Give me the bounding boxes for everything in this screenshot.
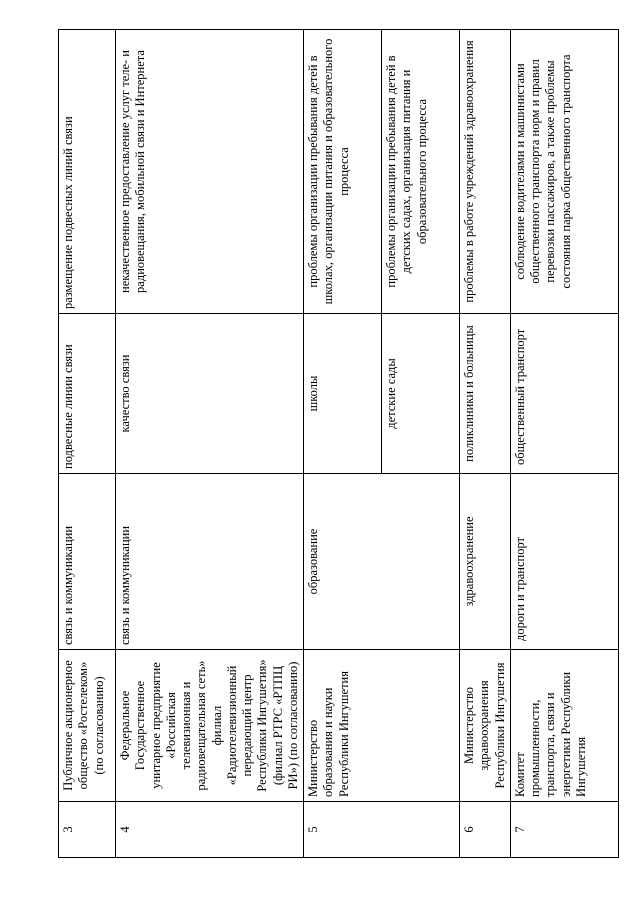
problem-cell: проблемы организации пребывания детей в детских садах, организация питания и образовательного процесса	[382, 30, 460, 314]
table-row	[510, 30, 618, 858]
row-number: 4	[116, 802, 304, 858]
row-number: 7	[510, 802, 618, 858]
organization-cell: Федеральное Государственное унитарное предприятие «Российская телевизионная и радиовещательная сеть» филиал «Радиотелевизионный передающий центр Республики Ингушетия» (филиал РТРС «РТПЦ РИ») (по согласованию)	[116, 650, 304, 802]
row-number: 6	[460, 802, 511, 858]
problem-cell: размещение подвесных линий связи	[59, 30, 116, 314]
object-cell: поликлиники и больницы	[460, 314, 511, 474]
row-number: 3	[59, 802, 116, 858]
sphere-cell: связь и коммуникации	[116, 474, 304, 650]
table-row	[460, 30, 511, 858]
table-row	[116, 30, 304, 858]
rotated-table-container	[58, 30, 590, 858]
sphere-cell: дороги и транспорт	[510, 474, 618, 650]
object-cell: детские сады	[382, 314, 460, 474]
table-row	[59, 30, 116, 858]
organization-cell: Комитет промышленности, транспорта, связи и энергетики Республики Ингушетия	[510, 650, 618, 802]
object-cell: школы	[304, 314, 382, 474]
object-cell: подвесные линии связи	[59, 314, 116, 474]
problem-cell: соблюдение водителями и машинистами общественного транспорта норм и правил перевозки пассажиров, а также проблемы состояния парка общественного транспорта	[510, 30, 618, 314]
sphere-cell: связь и коммуникации	[59, 474, 116, 650]
sphere-cell: образование	[304, 474, 460, 650]
row-number: 5	[304, 802, 460, 858]
table-row	[304, 30, 382, 858]
problem-cell: проблемы организации пребывания детей в школах, организации питания и образовательного процесса	[304, 30, 382, 314]
problem-cell: некачественное предоставление услуг теле- и радиовещания, мобильной связи и Интернета	[116, 30, 304, 314]
organization-cell: Министерство здравоохранения Республики Ингушетия	[460, 650, 511, 802]
organization-cell: Публичное акционерное общество «Ростелеком» (по согласованию)	[59, 650, 116, 802]
organization-cell: Министерство образования и науки Республики Ингушетия	[304, 650, 460, 802]
object-cell: общественный транспорт	[510, 314, 618, 474]
problem-cell: проблемы в работе учреждений здравоохранения	[460, 30, 511, 314]
responsibility-table	[58, 29, 619, 858]
sphere-cell: здравоохранение	[460, 474, 511, 650]
object-cell: качество связи	[116, 314, 304, 474]
